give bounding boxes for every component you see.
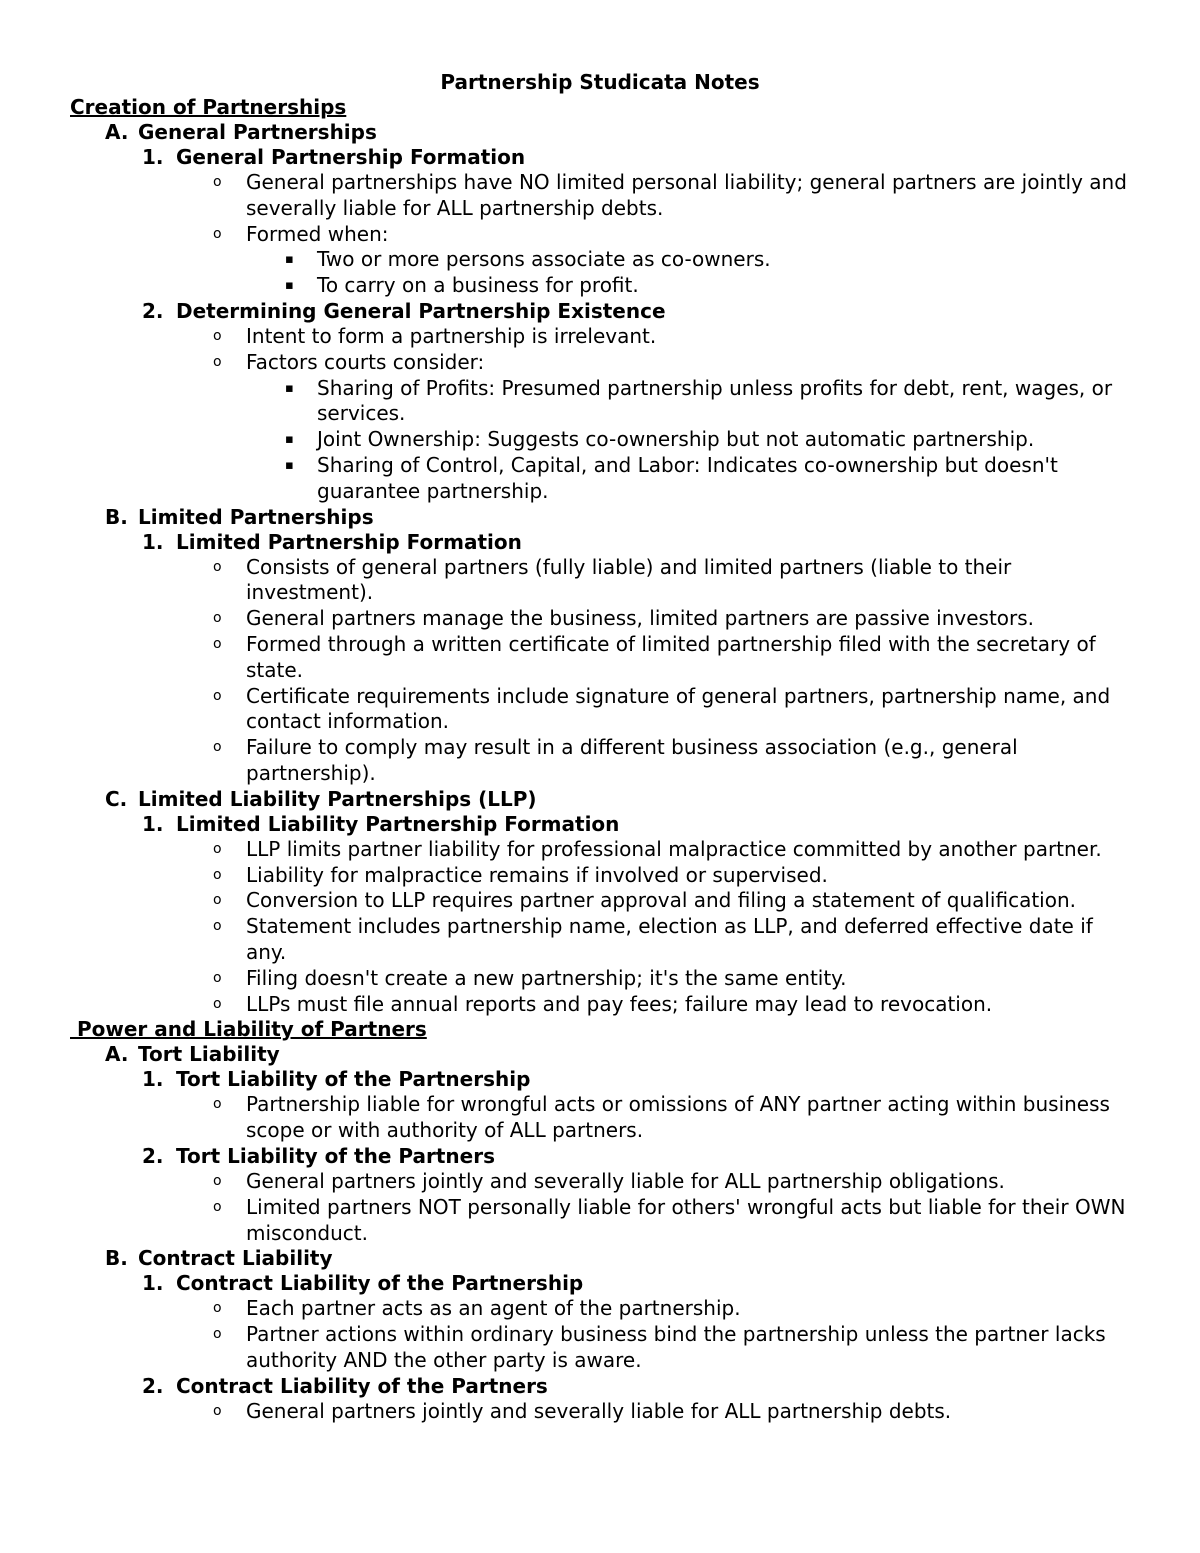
sub-bullet-text: Two or more persons associate as co-owners. bbox=[317, 247, 771, 272]
topic-heading bbox=[70, 299, 1130, 324]
topic-marker: 1. bbox=[142, 811, 164, 836]
bullet-text: Failure to comply may result in a different business association (e.g., general partnership). bbox=[246, 735, 1018, 785]
bullet-item bbox=[70, 324, 1130, 350]
subsection-label: General Partnerships bbox=[138, 120, 377, 144]
bullet-text: General partnerships have NO limited personal liability; general partners are jointly and severally liable for ALL partnership debts. bbox=[246, 170, 1127, 220]
square-bullet-icon: ▪ bbox=[285, 457, 294, 473]
circle-bullet-icon: o bbox=[213, 995, 222, 1012]
bullet-item bbox=[70, 350, 1130, 376]
topic-marker: 1. bbox=[142, 1271, 164, 1296]
bullet-item bbox=[70, 555, 1130, 607]
bullet-item bbox=[70, 966, 1130, 992]
section-heading: Creation of Partnerships bbox=[70, 95, 347, 119]
topic-marker: 2. bbox=[142, 298, 164, 323]
bullet-text: General partners manage the business, limited partners are passive investors. bbox=[246, 606, 1035, 631]
topic-heading bbox=[70, 1067, 1130, 1092]
circle-bullet-icon: o bbox=[213, 866, 222, 883]
circle-bullet-icon: o bbox=[213, 1198, 222, 1215]
circle-bullet-icon: o bbox=[213, 327, 222, 344]
topic-label: Determining General Partnership Existence bbox=[176, 298, 666, 323]
bullet-text: LLP limits partner liability for professional malpractice committed by another partner. bbox=[246, 836, 1102, 861]
circle-bullet-icon: o bbox=[213, 1326, 222, 1343]
sub-bullet-text: Joint Ownership: Suggests co-ownership but not automatic partnership. bbox=[317, 427, 1035, 452]
subsection-heading bbox=[70, 120, 1130, 145]
subsection-marker: B. bbox=[105, 504, 128, 529]
circle-bullet-icon: o bbox=[213, 225, 222, 242]
circle-bullet-icon: o bbox=[213, 739, 222, 756]
topic-heading bbox=[70, 812, 1130, 837]
page-title: Partnership Studicata Notes bbox=[440, 70, 760, 94]
subsection-heading bbox=[70, 1042, 1130, 1067]
bullet-text: LLPs must file annual reports and pay fees; failure may lead to revocation. bbox=[246, 991, 993, 1016]
bullet-text: Intent to form a partnership is irrelevant. bbox=[246, 323, 657, 348]
subsection-marker: A. bbox=[105, 120, 129, 144]
square-bullet-icon: ▪ bbox=[285, 278, 294, 294]
topic-label: Contract Liability of the Partnership bbox=[176, 1271, 584, 1296]
bullet-text: Partner actions within ordinary business bind the partnership unless the partner lacks authority AND the other party is aware. bbox=[246, 1322, 1106, 1372]
bullet-text: Formed when: bbox=[246, 221, 389, 246]
bullet-item bbox=[70, 1169, 1130, 1195]
circle-bullet-icon: o bbox=[213, 892, 222, 909]
bullet-item bbox=[70, 914, 1130, 966]
topic-label: General Partnership Formation bbox=[176, 145, 526, 169]
sub-bullet-item bbox=[70, 273, 1130, 299]
sub-bullet-item bbox=[70, 453, 1130, 505]
bullet-item bbox=[70, 606, 1130, 632]
bullet-text: Partnership liable for wrongful acts or omissions of ANY partner acting within business scope or with authority of ALL partners. bbox=[246, 1092, 1110, 1143]
bullet-text: Filing doesn't create a new partnership; it's the same entity. bbox=[246, 965, 847, 990]
circle-bullet-icon: o bbox=[213, 610, 222, 627]
bullet-item bbox=[70, 222, 1130, 248]
topic-label: Tort Liability of the Partners bbox=[176, 1143, 495, 1168]
subsection-label: Tort Liability bbox=[138, 1042, 280, 1067]
topic-marker: 2. bbox=[142, 1143, 164, 1168]
bullet-text: Factors courts consider: bbox=[246, 349, 485, 374]
bullet-item bbox=[70, 735, 1130, 787]
circle-bullet-icon: o bbox=[213, 1096, 222, 1113]
topic-heading bbox=[70, 530, 1130, 555]
bullet-text: Conversion to LLP requires partner approval and filing a statement of qualification. bbox=[246, 888, 1077, 913]
bullet-item bbox=[70, 888, 1130, 914]
topic-marker: 2. bbox=[142, 1373, 164, 1398]
bullet-item bbox=[70, 1322, 1130, 1374]
bullet-item bbox=[70, 684, 1130, 736]
bullet-item bbox=[70, 632, 1130, 684]
sub-bullet-text: To carry on a business for profit. bbox=[317, 273, 639, 298]
sub-bullet-item bbox=[70, 376, 1130, 428]
circle-bullet-icon: o bbox=[213, 687, 222, 704]
topic-marker: 1. bbox=[142, 1067, 164, 1092]
subsection-heading bbox=[70, 1246, 1130, 1271]
bullet-item bbox=[70, 863, 1130, 889]
bullet-text: Limited partners NOT personally liable for others' wrongful acts but liable for their OWN misconduct. bbox=[246, 1194, 1126, 1245]
sub-bullet-item bbox=[70, 247, 1130, 273]
circle-bullet-icon: o bbox=[213, 1402, 222, 1419]
sub-bullet-text: Sharing of Control, Capital, and Labor: Indicates co-ownership but doesn't guarantee partnership. bbox=[317, 452, 1058, 503]
topic-heading bbox=[70, 145, 1130, 170]
bullet-item bbox=[70, 1195, 1130, 1247]
circle-bullet-icon: o bbox=[213, 558, 222, 575]
bullet-item bbox=[70, 1092, 1130, 1144]
circle-bullet-icon: o bbox=[213, 969, 222, 986]
bullet-text: Consists of general partners (fully liable) and limited partners (liable to their investment). bbox=[246, 554, 1012, 605]
subsection-label: Limited Partnerships bbox=[138, 504, 374, 529]
topic-label: Contract Liability of the Partners bbox=[176, 1373, 548, 1398]
subsection-marker: A. bbox=[105, 1042, 129, 1067]
bullet-item bbox=[70, 1399, 1130, 1425]
topic-label: Tort Liability of the Partnership bbox=[176, 1067, 531, 1092]
topic-heading bbox=[70, 1271, 1130, 1296]
subsection-heading bbox=[70, 787, 1130, 812]
circle-bullet-icon: o bbox=[213, 353, 222, 370]
topic-marker: 1. bbox=[142, 529, 164, 554]
circle-bullet-icon: o bbox=[213, 918, 222, 935]
subsection-marker: B. bbox=[105, 1246, 128, 1271]
bullet-item bbox=[70, 1296, 1130, 1322]
bullet-text: Liability for malpractice remains if involved or supervised. bbox=[246, 862, 828, 887]
subsection-marker: C. bbox=[105, 786, 128, 811]
bullet-text: Formed through a written certificate of limited partnership filed with the secretary of state. bbox=[246, 631, 1096, 682]
subsection-label: Limited Liability Partnerships (LLP) bbox=[138, 786, 537, 811]
circle-bullet-icon: o bbox=[213, 1300, 222, 1317]
topic-label: Limited Partnership Formation bbox=[176, 529, 522, 554]
square-bullet-icon: ▪ bbox=[285, 380, 294, 396]
subsection-heading bbox=[70, 505, 1130, 530]
bullet-text: General partners jointly and severally liable for ALL partnership obligations. bbox=[246, 1168, 1005, 1193]
square-bullet-icon: ▪ bbox=[285, 432, 294, 448]
sub-bullet-text: Sharing of Profits: Presumed partnership unless profits for debt, rent, wages, or services. bbox=[317, 375, 1113, 426]
circle-bullet-icon: o bbox=[213, 174, 222, 190]
bullet-text: Statement includes partnership name, election as LLP, and deferred effective date if any. bbox=[246, 914, 1093, 964]
bullet-item bbox=[70, 170, 1130, 222]
topic-marker: 1. bbox=[142, 145, 164, 169]
bullet-text: General partners jointly and severally liable for ALL partnership debts. bbox=[246, 1398, 952, 1423]
subsection-label: Contract Liability bbox=[138, 1246, 333, 1271]
document-body bbox=[70, 70, 1130, 1424]
circle-bullet-icon: o bbox=[213, 635, 222, 652]
bullet-text: Each partner acts as an agent of the partnership. bbox=[246, 1296, 741, 1321]
bullet-item bbox=[70, 992, 1130, 1018]
topic-heading bbox=[70, 1144, 1130, 1169]
topic-label: Limited Liability Partnership Formation bbox=[176, 811, 620, 836]
sub-bullet-item bbox=[70, 427, 1130, 453]
circle-bullet-icon: o bbox=[213, 840, 222, 857]
section-heading: Power and Liability of Partners bbox=[70, 1017, 427, 1042]
circle-bullet-icon: o bbox=[213, 1172, 222, 1189]
topic-heading bbox=[70, 1374, 1130, 1399]
bullet-text: Certificate requirements include signature of general partners, partnership name, and contact information. bbox=[246, 683, 1111, 734]
notes-outline bbox=[70, 95, 1130, 1424]
bullet-item bbox=[70, 837, 1130, 863]
square-bullet-icon: ▪ bbox=[285, 252, 294, 268]
